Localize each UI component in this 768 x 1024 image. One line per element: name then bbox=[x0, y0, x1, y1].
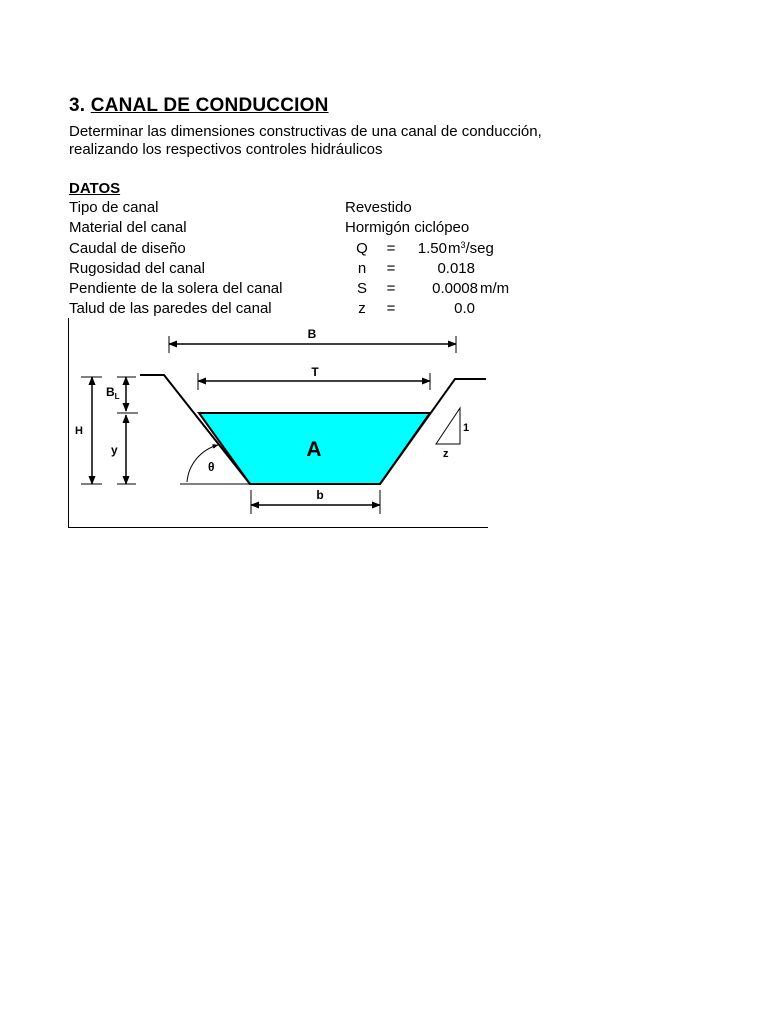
label-A: A bbox=[306, 438, 322, 461]
data-row-caudal bbox=[0, 240, 768, 260]
row-equals: = bbox=[386, 300, 396, 317]
row-label: Material del canal bbox=[69, 219, 187, 236]
row-equals: = bbox=[386, 260, 396, 277]
row-equals: = bbox=[386, 280, 396, 297]
section-description bbox=[69, 123, 569, 159]
label-H: H bbox=[75, 425, 83, 437]
canal-cross-section-diagram bbox=[68, 318, 488, 528]
row-symbol: z bbox=[358, 300, 366, 317]
description-line-2: realizando los respectivos controles hidráulicos bbox=[69, 141, 383, 158]
row-label: Caudal de diseño bbox=[69, 240, 186, 257]
label-one: 1 bbox=[463, 422, 470, 434]
slope-triangle bbox=[436, 408, 460, 444]
row-symbol: Q bbox=[356, 240, 368, 257]
row-value: 0.0008 bbox=[432, 280, 478, 297]
label-y: y bbox=[111, 443, 118, 457]
description-line-1: Determinar las dimensiones constructivas de una canal de conducción, bbox=[69, 123, 542, 140]
row-label: Pendiente de la solera del canal bbox=[69, 280, 283, 297]
row-unit: $m^3$/seg bbox=[448, 240, 494, 257]
section-number: 3. bbox=[69, 95, 86, 116]
data-row-pendiente bbox=[0, 280, 768, 300]
row-value: 1.50 bbox=[417, 240, 447, 257]
data-row-rugosidad bbox=[0, 260, 768, 280]
row-value: Revestido bbox=[345, 199, 412, 216]
datos-heading: DATOS bbox=[69, 180, 121, 197]
row-label: Tipo de canal bbox=[69, 199, 159, 216]
label-b: b bbox=[316, 488, 324, 502]
row-symbol: n bbox=[357, 260, 367, 277]
label-theta: θ bbox=[208, 460, 215, 474]
section-title bbox=[69, 95, 329, 117]
data-row-tipo bbox=[0, 199, 768, 219]
row-label: Rugosidad del canal bbox=[69, 260, 205, 277]
row-value: Hormigón ciclópeo bbox=[345, 219, 470, 236]
label-B: B bbox=[307, 327, 317, 341]
row-unit: m/m bbox=[480, 280, 510, 297]
row-symbol: S bbox=[356, 280, 367, 297]
row-value: 0.018 bbox=[437, 260, 475, 277]
label-T: T bbox=[311, 365, 319, 379]
label-z: z bbox=[443, 448, 449, 460]
section-title-text: CANAL DE CONDUCCION bbox=[90, 95, 329, 116]
data-row-material bbox=[0, 219, 768, 239]
data-row-talud bbox=[0, 300, 768, 320]
label-BL: $B_L$ bbox=[106, 385, 120, 401]
row-label: Talud de las paredes del canal bbox=[69, 300, 272, 317]
row-value: 0.0 bbox=[454, 300, 475, 317]
row-equals: = bbox=[386, 240, 396, 257]
